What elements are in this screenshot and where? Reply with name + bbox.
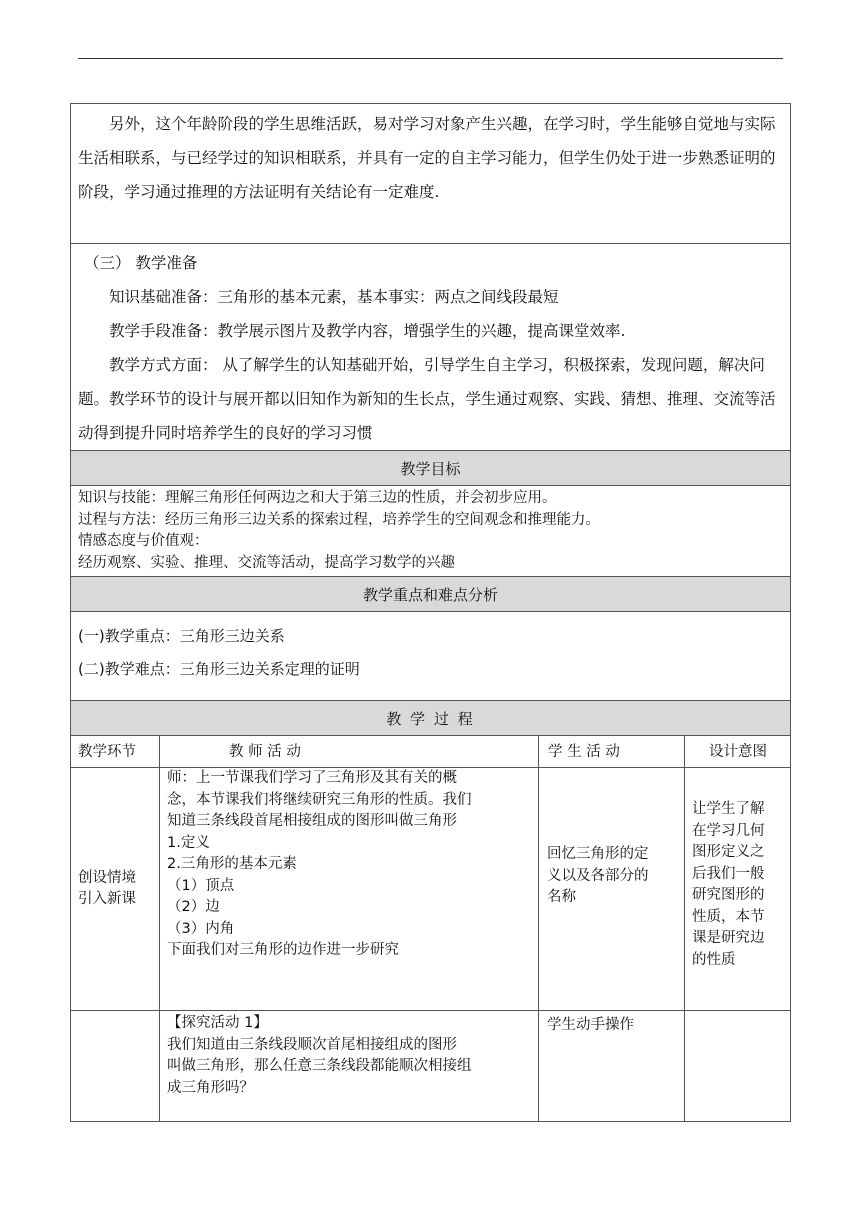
student-line: 回忆三角形的定	[547, 846, 649, 862]
teacher-line: 2.三角形的基本元素	[167, 856, 297, 872]
keypoints-row	[71, 612, 791, 701]
intent-line: 研究图形的	[692, 887, 765, 903]
objective-attitude-label: 情感态度与价值观：	[78, 533, 209, 549]
teacher-line: 下面我们对三角形的边作进一步研究	[167, 942, 399, 958]
objective-process: 过程与方法：经历三角形三边关系的探索过程，培养学生的空间观念和推理能力。	[78, 511, 600, 528]
knowledge-prep: 知识基础准备：三角形的基本元素，基本事实：两点之间线段最短	[109, 288, 559, 306]
stage-line: 引入新课	[78, 891, 136, 907]
teacher-line: 念，本节课我们将继续研究三角形的性质。我们	[167, 791, 472, 808]
col-header-teacher: 教 师 活 动	[160, 736, 539, 768]
keypoints-title: 教学重点和难点分析	[71, 577, 791, 612]
objectives-row	[71, 486, 791, 577]
intro-paragraph: 另外，这个年龄阶段的学生思维活跃，易对学习对象产生兴趣，在学习时，学生能够自觉地与实际生活相联系，与已经学过的知识相联系，并具有一定的自主学习能力，但学生仍处于进一步熟悉证明的阶段，学习通过推理的方法证明有关结论有一定难度.	[78, 115, 776, 201]
teacher-line: 师：上一节课我们学习了三角形及其有关的概	[167, 770, 457, 786]
header-rule	[78, 58, 783, 59]
intent-line: 性质，本节	[692, 908, 765, 925]
method-prep: 教学方式方面： 从了解学生的认知基础开始，引导学生自主学习，积极探索，发现问题，解决问题。教学环节的设计与展开都以旧知作为新知的生长点，学生通过观察、实践、猜想、推理、交流等活动得到提升同时培养学生的良好的学习习惯	[78, 356, 776, 442]
process-row	[71, 768, 791, 1011]
teacher-line: 知道三条线段首尾相接组成的图形叫做三角形	[167, 813, 457, 829]
intent-line: 让学生了解	[692, 801, 765, 817]
process-header-row	[71, 736, 791, 768]
preparation-heading: （三） 教学准备	[84, 254, 198, 272]
intent-line: 的性质	[692, 951, 736, 968]
intent-line: 在学习几何	[692, 822, 765, 839]
intro-row	[71, 104, 791, 244]
teacher-line: 【探究活动 1】	[167, 1015, 268, 1031]
means-prep: 教学手段准备：教学展示图片及教学内容，增强学生的兴趣，提高课堂效率.	[109, 322, 626, 340]
teacher-line: （1）顶点	[167, 877, 235, 894]
col-header-intent: 设计意图	[685, 736, 791, 768]
objective-attitude: 经历观察、实验、推理、交流等活动，提高学习数学的兴趣	[78, 554, 455, 571]
intent-cell-empty	[685, 1011, 791, 1122]
key-difficulty: (二)教学难点：三角形三边关系定理的证明	[78, 660, 360, 678]
lesson-plan-table	[70, 103, 791, 1122]
stage-cell-empty	[71, 1011, 160, 1122]
preparation-row	[71, 244, 791, 451]
student-line: 名称	[547, 889, 576, 905]
intent-line: 后我们一般	[692, 865, 765, 882]
key-focus: (一)教学重点：三角形三边关系	[78, 627, 285, 645]
student-line: 义以及各部分的	[547, 867, 649, 884]
teacher-line: 我们知道由三条线段顺次首尾相接组成的图形	[167, 1036, 457, 1053]
col-header-student: 学 生 活 动	[539, 736, 685, 768]
teacher-line: 叫做三角形，那么任意三条线段都能顺次相接组	[167, 1058, 472, 1074]
teacher-line: 1.定义	[167, 834, 210, 851]
student-line: 学生动手操作	[547, 1017, 634, 1033]
objectives-title: 教学目标	[71, 451, 791, 486]
intent-line: 图形定义之	[692, 844, 765, 860]
col-header-stage: 教学环节	[71, 736, 160, 768]
objective-knowledge: 知识与技能：理解三角形任何两边之和大于第三边的性质，并会初步应用。	[78, 490, 557, 506]
process-title: 教 学 过 程	[71, 701, 791, 736]
intent-line: 课是研究边	[692, 930, 765, 946]
stage-line: 创设情境	[78, 869, 136, 886]
teacher-line: （2）边	[167, 899, 220, 915]
process-row	[71, 1011, 791, 1122]
teacher-line: （3）内角	[167, 920, 235, 937]
teacher-line: 成三角形吗？	[167, 1079, 254, 1096]
